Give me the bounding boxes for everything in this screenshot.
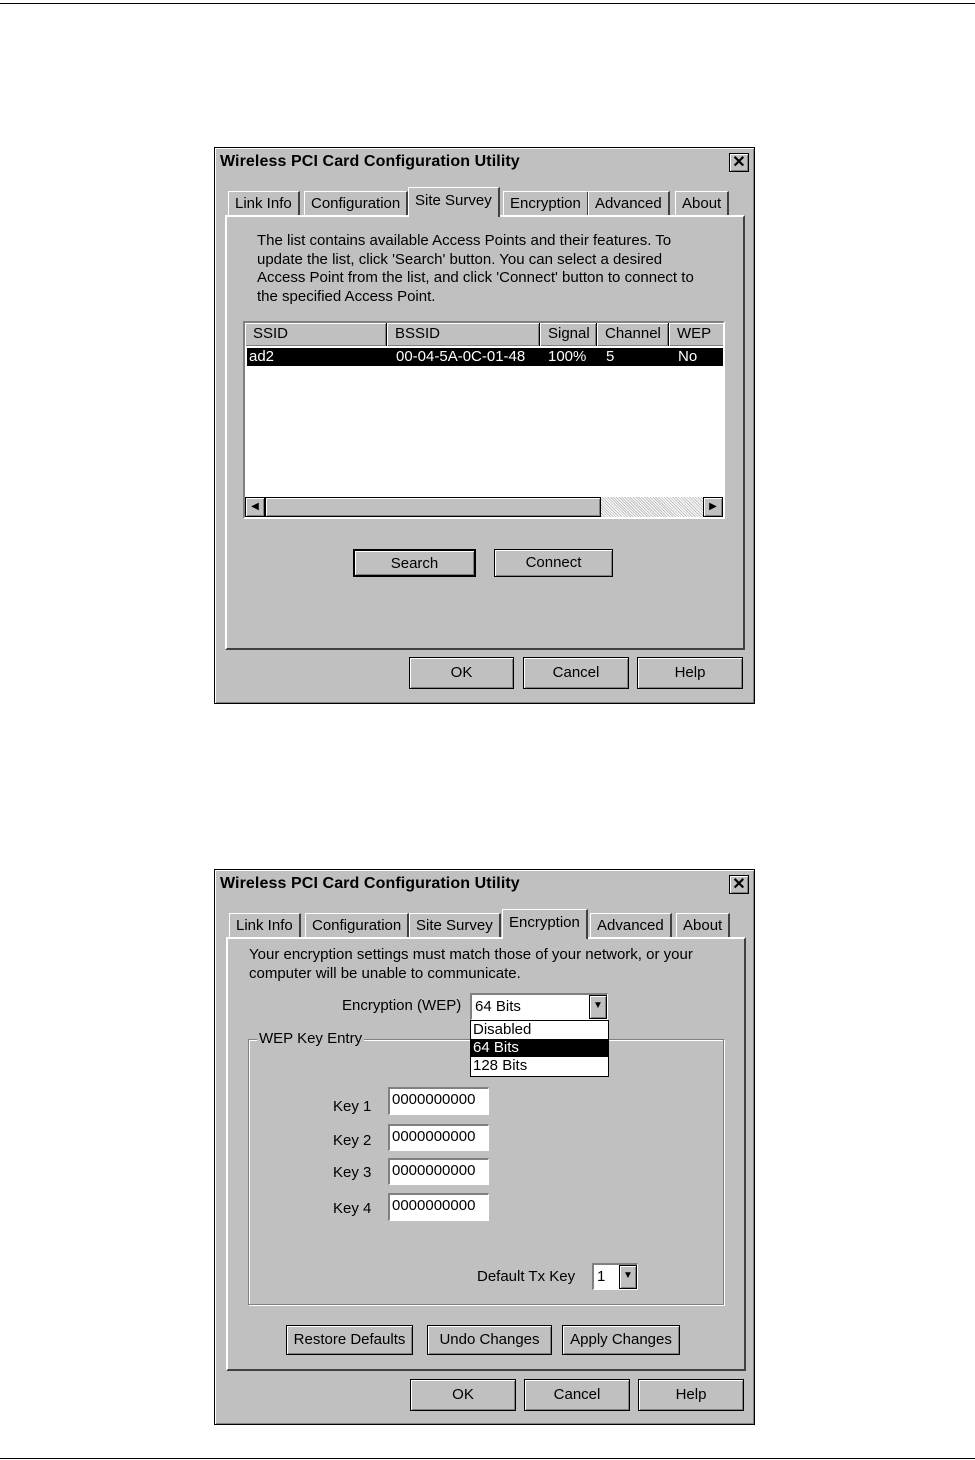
description-line: computer will be unable to communicate. — [249, 964, 521, 982]
tab-encryption[interactable]: Encryption — [502, 909, 588, 939]
help-button[interactable]: Help — [638, 1379, 744, 1411]
default-tx-key-value: 1 — [597, 1268, 606, 1285]
tab-panel — [225, 215, 745, 650]
close-button[interactable]: ✕ — [729, 153, 749, 172]
search-button[interactable]: Search — [353, 549, 476, 577]
description-line: Access Point from the list, and click 'Connect' button to connect to — [257, 269, 694, 286]
top-rule — [0, 3, 975, 4]
key-label: Key 4 — [333, 1200, 372, 1217]
connect-button[interactable]: Connect — [494, 549, 613, 577]
apply-changes-button[interactable]: Apply Changes — [562, 1325, 680, 1355]
description-line: update the list, click 'Search' button. You can select a desired — [257, 250, 663, 268]
tab-about[interactable]: About — [675, 191, 729, 216]
column-header-ssid[interactable]: SSID — [245, 323, 387, 346]
encryption-select[interactable] — [470, 993, 608, 1020]
tab-about[interactable]: About — [676, 913, 730, 938]
tab-configuration[interactable]: Configuration — [304, 191, 408, 216]
key-4-field[interactable]: 0000000000 — [388, 1193, 489, 1221]
scroll-left-icon[interactable]: ◀ — [245, 497, 265, 517]
title-bar[interactable] — [218, 873, 751, 897]
key-1-field[interactable]: 0000000000 — [388, 1087, 489, 1115]
scroll-thumb[interactable] — [265, 497, 601, 517]
tab-panel — [226, 937, 746, 1371]
option-128-bits[interactable]: 128 Bits — [473, 1057, 528, 1074]
help-button[interactable]: Help — [637, 657, 743, 689]
close-button[interactable]: ✕ — [729, 875, 749, 894]
key-2-field[interactable]: 0000000000 — [388, 1124, 489, 1151]
window-title: Wireless PCI Card Configuration Utility — [220, 153, 520, 170]
default-tx-key-select[interactable] — [592, 1263, 638, 1290]
description-line: The list contains available Access Points and their features. To — [257, 232, 672, 249]
column-header-signal[interactable]: Signal — [540, 323, 597, 346]
tab-site-survey[interactable]: Site Survey — [408, 187, 500, 217]
column-header-channel[interactable]: Channel — [597, 323, 669, 346]
encryption-dialog — [214, 869, 755, 1425]
tab-configuration[interactable]: Configuration — [305, 913, 409, 938]
tab-advanced[interactable]: Advanced — [588, 191, 670, 216]
scroll-right-icon[interactable]: ▶ — [703, 497, 723, 517]
cancel-button[interactable]: Cancel — [524, 1379, 630, 1411]
cancel-button[interactable]: Cancel — [523, 657, 629, 689]
cell-bssid: 00-04-5A-0C-01-48 — [396, 348, 526, 365]
tab-link-info[interactable]: Link Info — [229, 913, 301, 938]
cell-wep: No — [678, 348, 698, 365]
title-bar[interactable] — [218, 151, 751, 175]
chevron-down-icon[interactable]: ▼ — [619, 1265, 637, 1289]
key-3-field[interactable]: 0000000000 — [388, 1158, 489, 1185]
option-64-bits[interactable]: 64 Bits — [471, 1039, 608, 1057]
cell-ssid: ad2 — [249, 348, 275, 365]
undo-changes-button[interactable]: Undo Changes — [427, 1325, 552, 1355]
cell-signal: 100% — [548, 348, 587, 365]
ok-button[interactable]: OK — [409, 657, 514, 689]
site-survey-dialog — [214, 147, 755, 704]
encryption-value: 64 Bits — [475, 998, 521, 1015]
restore-defaults-button[interactable]: Restore Defaults — [286, 1325, 413, 1355]
key-label: Key 1 — [333, 1098, 372, 1115]
access-point-list[interactable] — [243, 321, 725, 519]
group-label: WEP Key Entry — [259, 1030, 363, 1047]
description-line: the specified Access Point. — [257, 287, 436, 305]
list-item[interactable] — [247, 348, 723, 366]
column-header-wep[interactable]: WEP — [669, 323, 725, 346]
column-header-bssid[interactable]: BSSID — [387, 323, 540, 346]
ok-button[interactable]: OK — [410, 1379, 516, 1411]
tab-encryption[interactable]: Encryption — [503, 191, 589, 216]
window-title: Wireless PCI Card Configuration Utility — [220, 875, 520, 892]
tab-site-survey[interactable]: Site Survey — [409, 913, 501, 938]
tab-advanced[interactable]: Advanced — [590, 913, 672, 938]
tab-link-info[interactable]: Link Info — [228, 191, 300, 216]
bottom-rule — [0, 1458, 975, 1459]
default-tx-key-label: Default Tx Key — [477, 1268, 576, 1285]
option-disabled[interactable]: Disabled — [473, 1021, 532, 1038]
key-label: Key 2 — [333, 1132, 372, 1149]
horizontal-scrollbar[interactable] — [245, 497, 723, 517]
wep-key-group — [248, 1030, 724, 1305]
chevron-down-icon[interactable]: ▼ — [589, 995, 607, 1019]
encryption-dropdown-list[interactable] — [470, 1020, 609, 1077]
encryption-label: Encryption (WEP) — [342, 997, 462, 1014]
description-line: Your encryption settings must match those of your network, or your — [249, 946, 693, 963]
cell-channel: 5 — [606, 348, 615, 365]
key-label: Key 3 — [333, 1164, 372, 1181]
